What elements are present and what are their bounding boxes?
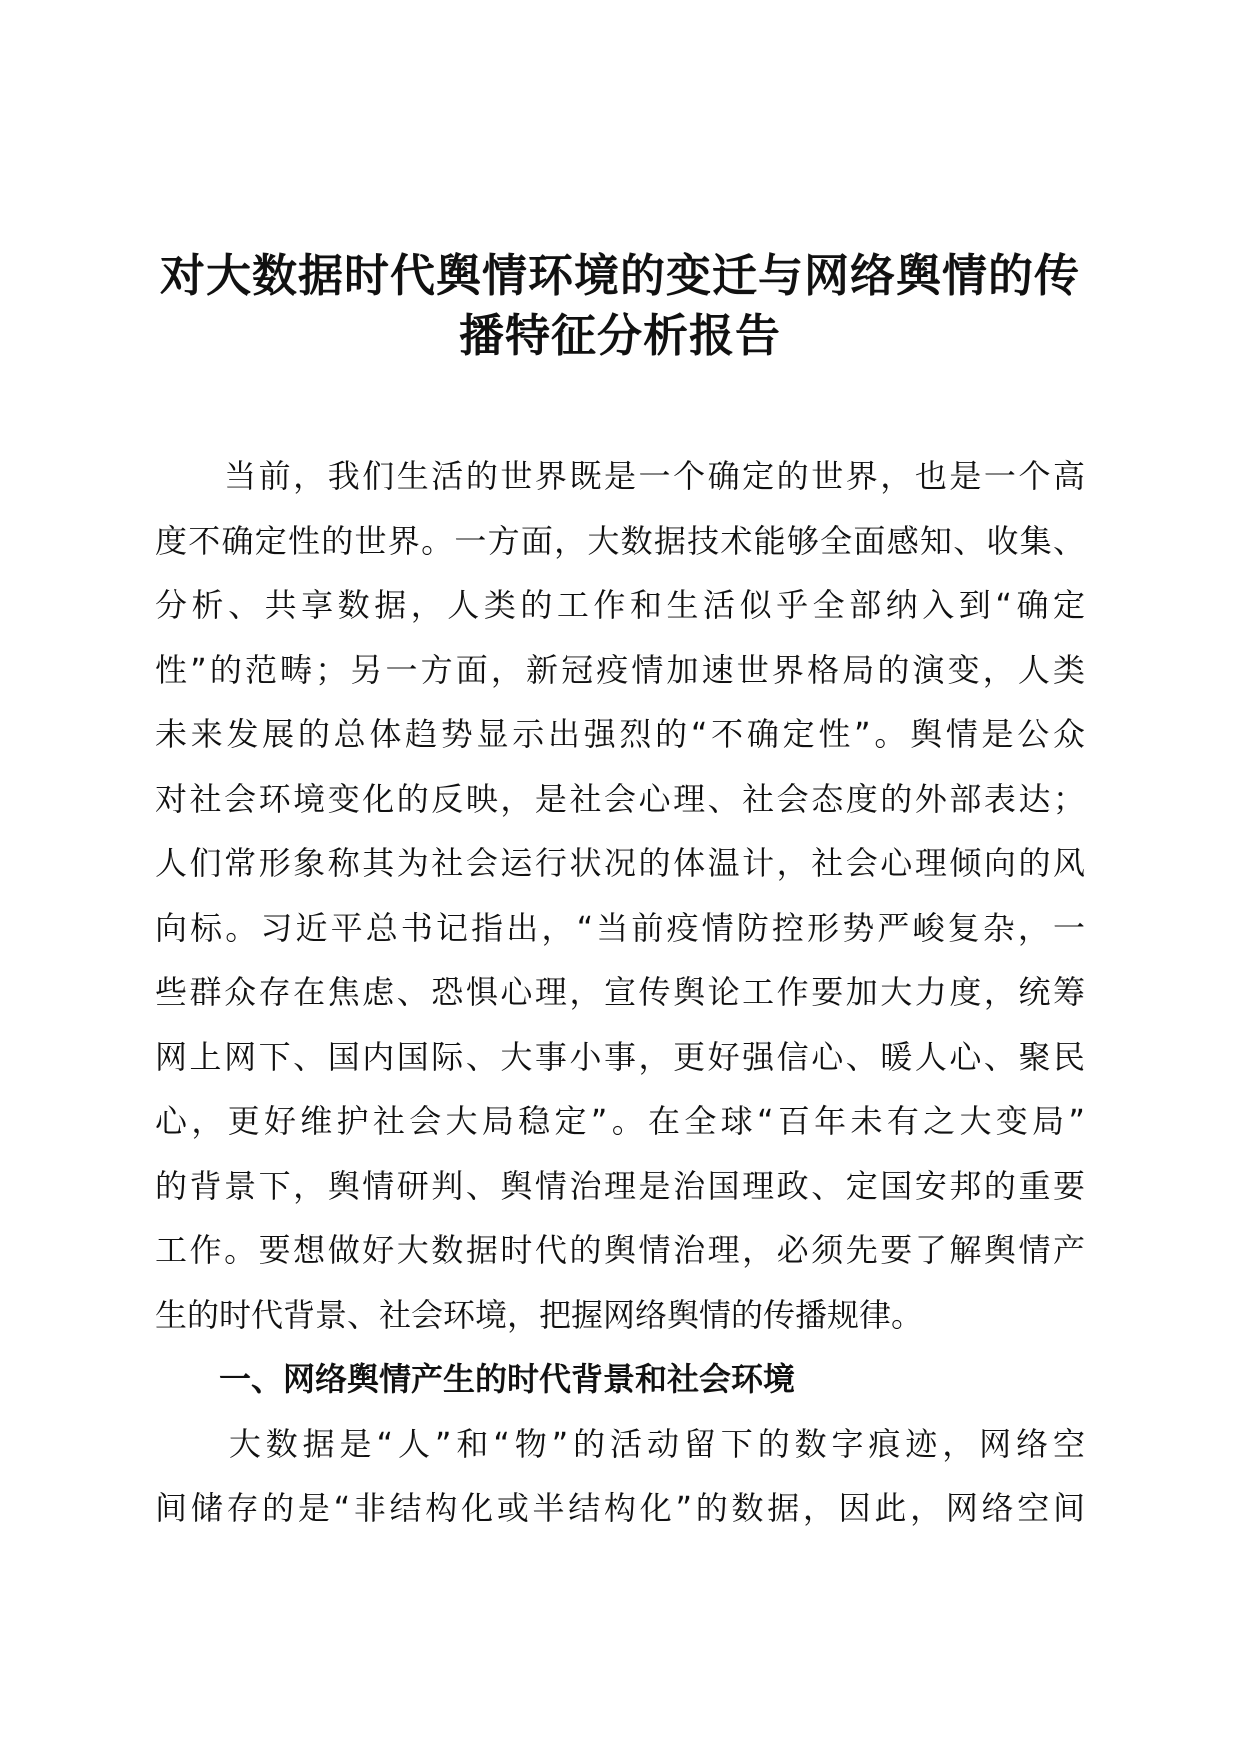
paragraph-section1 [155, 1412, 1085, 1541]
paragraph-line: 些群众存在焦虑、恐惧心理，宣传舆论工作要加大力度，统筹 [155, 973, 1085, 1011]
paragraph-line: 性”的范畴；另一方面，新冠疫情加速世界格局的演变，人类 [155, 650, 1085, 689]
title-line-2: 播特征分析报告 [458, 309, 781, 362]
document-body [155, 444, 1085, 1541]
paragraph-line: 工作。要想做好大数据时代的舆情治理，必须先要了解舆情产 [155, 1231, 1085, 1269]
paragraph-line: 分析、共享数据，人类的工作和生活似乎全部纳入到“确定 [155, 586, 1085, 624]
paragraph-intro [155, 444, 1085, 1347]
section-heading: 一、网络舆情产生的时代背景和社会环境 [219, 1360, 796, 1398]
paragraph-line: 当前，我们生活的世界既是一个确定的世界，也是一个高 [155, 457, 1085, 495]
paragraph-line: 心，更好维护社会大局稳定”。在全球“百年未有之大变局” [155, 1102, 1085, 1140]
paragraph-line: 大数据是“人”和“物”的活动留下的数字痕迹，网络空 [155, 1424, 1085, 1463]
paragraph-line: 的背景下，舆情研判、舆情治理是治国理政、定国安邦的重要 [155, 1166, 1085, 1205]
paragraph-line: 生的时代背景、社会环境，把握网络舆情的传播规律。 [155, 1295, 924, 1334]
paragraph-line: 人们常形象称其为社会运行状况的体温计，社会心理倾向的风 [155, 844, 1085, 882]
paragraph-line: 间储存的是“非结构化或半结构化”的数据，因此，网络空间 [155, 1489, 1085, 1527]
paragraph-line: 度不确定性的世界。一方面，大数据技术能够全面感知、收集、 [155, 521, 1085, 560]
paragraph-line: 向标。习近平总书记指出，“当前疫情防控形势严峻复杂，一 [155, 908, 1085, 947]
paragraph-line: 对社会环境变化的反映，是社会心理、社会态度的外部表达； [155, 779, 1085, 818]
paragraph-line: 网上网下、国内国际、大事小事，更好强信心、暖人心、聚民 [155, 1037, 1085, 1076]
title-line-1: 对大数据时代舆情环境的变迁与网络舆情的传 [159, 249, 1080, 302]
paragraph-line: 未来发展的总体趋势显示出强烈的“不确定性”。舆情是公众 [155, 715, 1085, 753]
document-title [150, 246, 1090, 366]
